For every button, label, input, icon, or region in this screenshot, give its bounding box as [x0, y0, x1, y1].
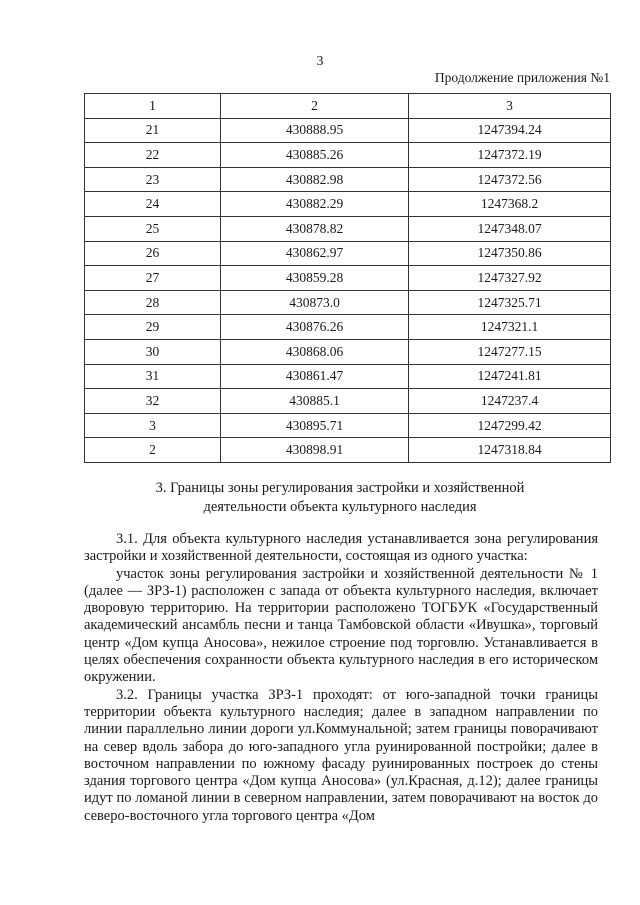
table-cell: 21 [85, 118, 221, 143]
table-cell: 430898.91 [221, 438, 409, 463]
table-cell: 24 [85, 192, 221, 217]
table-cell: 430859.28 [221, 266, 409, 291]
table-row [85, 118, 611, 143]
table-row [85, 438, 611, 463]
table-cell: 430873.0 [221, 290, 409, 315]
table-row [85, 290, 611, 315]
section-heading-line: 3. Границы зоны регулирования застройки и хозяйственной [155, 480, 525, 496]
table-cell: 430868.06 [221, 339, 409, 364]
body-text [84, 531, 598, 825]
table-header-cell: 2 [221, 94, 409, 119]
table-row [85, 389, 611, 414]
paragraph: 3.1. Для объекта культурного наследия устанавливается зона регулирования застройки и хозяйственной деятельности, состоящая из одного участка: [84, 531, 598, 565]
table-cell: 1247350.86 [409, 241, 611, 266]
table-cell: 1247325.71 [409, 290, 611, 315]
table-cell: 1247241.81 [409, 364, 611, 389]
table-cell: 430888.95 [221, 118, 409, 143]
table-cell: 1247237.4 [409, 389, 611, 414]
table-cell: 28 [85, 290, 221, 315]
table-row [85, 266, 611, 291]
table-header-row [85, 94, 611, 119]
paragraph: 3.2. Границы участка ЗРЗ-1 проходят: от юго-западной точки границы территории объекта культурного наследия; далее в западном направлении по линии параллельно линии дороги ул.Коммунальной; затем границы поворачивают на север вдоль забора до юго-западного угла руинированной постройки; далее в восточном направлении по южному фасаду руинированных построек до стены здания торгового центра «Дом купца Аносова» (ул.Красная, д.12); далее границы идут по ломаной линии в северном направлении, затем поворачивают на восток до северо-восточного угла торгового центра «Дом [84, 686, 598, 824]
table-row [85, 364, 611, 389]
table-cell: 1247299.42 [409, 413, 611, 438]
table-cell: 29 [85, 315, 221, 340]
coordinates-table [84, 93, 611, 463]
section-heading [130, 479, 550, 517]
table-row [85, 241, 611, 266]
table-row [85, 167, 611, 192]
table-cell: 430878.82 [221, 216, 409, 241]
table-row [85, 315, 611, 340]
table-cell: 430882.29 [221, 192, 409, 217]
table-cell: 1247394.24 [409, 118, 611, 143]
table-cell: 31 [85, 364, 221, 389]
section-heading-line: деятельности объекта культурного наследия [203, 499, 477, 515]
table-cell: 1247368.2 [409, 192, 611, 217]
table-cell: 1247318.84 [409, 438, 611, 463]
table-cell: 30 [85, 339, 221, 364]
table-cell: 27 [85, 266, 221, 291]
table-header-cell: 1 [85, 94, 221, 119]
table-row [85, 143, 611, 168]
table-cell: 1247277.15 [409, 339, 611, 364]
table-cell: 23 [85, 167, 221, 192]
table-header-cell: 3 [409, 94, 611, 119]
table-cell: 430861.47 [221, 364, 409, 389]
page-number: 3 [316, 54, 324, 69]
table-cell: 1247327.92 [409, 266, 611, 291]
table-cell: 1247372.56 [409, 167, 611, 192]
table-cell: 430885.26 [221, 143, 409, 168]
table-cell: 430885.1 [221, 389, 409, 414]
table-cell: 3 [85, 413, 221, 438]
table-cell: 2 [85, 438, 221, 463]
table-cell: 1247372.19 [409, 143, 611, 168]
coordinates-table-body [85, 94, 611, 463]
table-row [85, 413, 611, 438]
appendix-continuation-label: Продолжение приложения №1 [434, 70, 610, 85]
table-row [85, 339, 611, 364]
table-cell: 430882.98 [221, 167, 409, 192]
table-cell: 32 [85, 389, 221, 414]
table-cell: 430862.97 [221, 241, 409, 266]
paragraph: участок зоны регулирования застройки и хозяйственной деятельности № 1 (далее — ЗРЗ-1) расположен с запада от объекта культурного наследия, включает дворовую территорию. На территории расположено ТОГБУК «Государственный академический ансамбль песни и танца Тамбовской области «Ивушка», торговый центр «Дом купца Аносова», нежилое строение под торговлю. Устанавливается в целях обеспечения сохранности объекта культурного наследия в его историческом окружении. [84, 565, 598, 686]
table-cell: 430876.26 [221, 315, 409, 340]
table-cell: 430895.71 [221, 413, 409, 438]
table-cell: 22 [85, 143, 221, 168]
table-cell: 26 [85, 241, 221, 266]
table-row [85, 192, 611, 217]
table-cell: 1247321.1 [409, 315, 611, 340]
table-cell: 1247348.07 [409, 216, 611, 241]
table-row [85, 216, 611, 241]
table-cell: 25 [85, 216, 221, 241]
